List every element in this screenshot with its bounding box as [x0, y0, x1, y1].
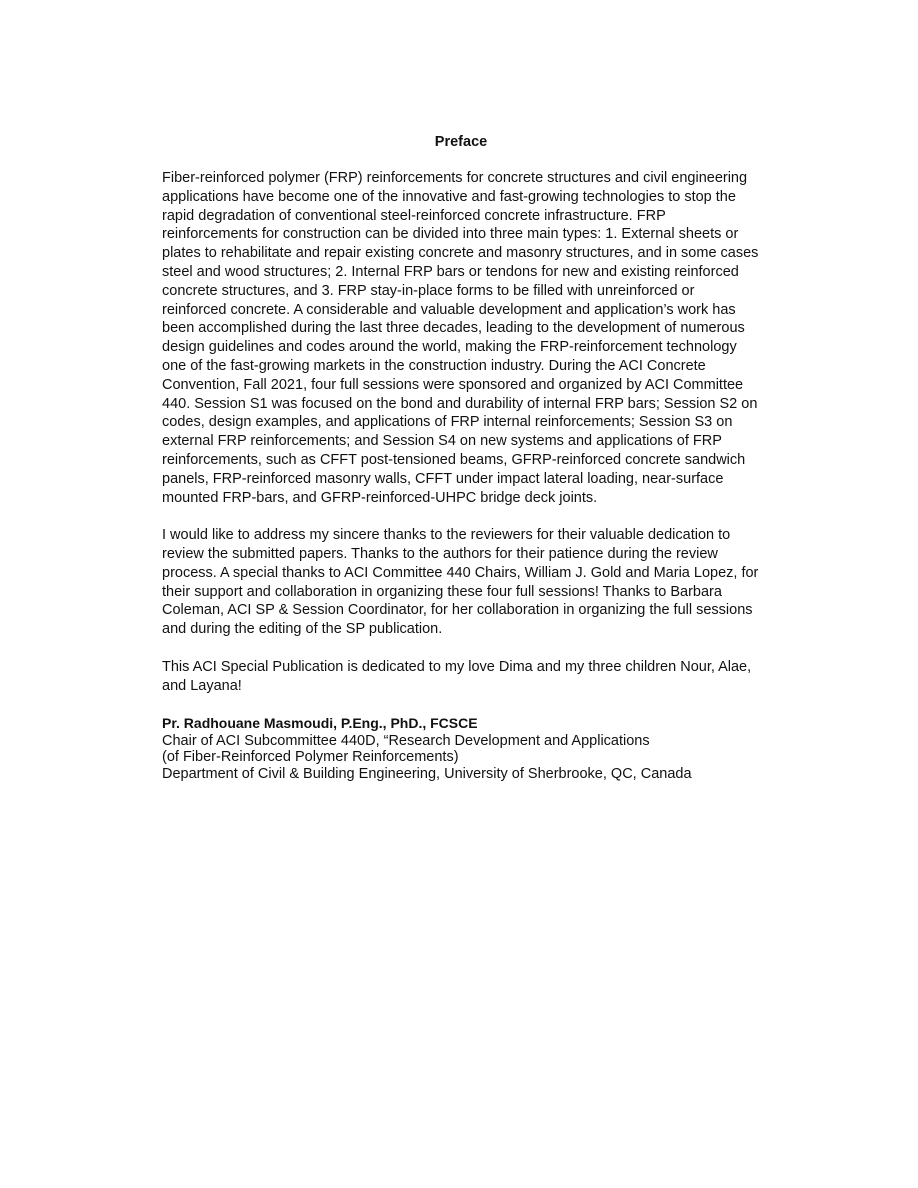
author-affiliation: Department of Civil & Building Engineering, University of Sherbrooke, QC, Canada	[162, 765, 692, 782]
author-name: Pr. Radhouane Masmoudi, P.Eng., PhD., FCSCE	[162, 715, 478, 732]
preface-paragraph-intro: Fiber-reinforced polymer (FRP) reinforcements for concrete structures and civil engineering applications have become one of the innovative and fast-growing technologies to stop the rapid degradation of conventional steel-reinforced concrete infrastructure. FRP reinforcements for construction can be divided into three main types: 1. External sheets or plates to rehabilitate and repair existing concrete and masonry structures, and in some cases steel and wood structures; 2. Internal FRP bars or tendons for new and existing reinforced concrete structures, and 3. FRP stay-in-place forms to be filled with unreinforced or reinforced concrete. A considerable and valuable development and application’s work has been accomplished during the last three decades, leading to the development of numerous design guidelines and codes around the world, making the FRP-reinforcement technology one of the fast-growing markets in the construction industry. During the ACI Concrete Convention, Fall 2021, four full sessions were sponsored and organized by ACI Committee 440. Session S1 was focused on the bond and durability of internal FRP bars; Session S2 on codes, design examples, and applications of FRP internal reinforcements; Session S3 on external FRP reinforcements; and Session S4 on new systems and applications of FRP reinforcements, such as CFFT post-tensioned beams, GFRP-reinforced concrete sandwich panels, FRP-reinforced masonry walls, CFFT under impact lateral loading, near-surface mounted FRP-bars, and GFRP-reinforced-UHPC bridge deck joints.	[162, 170, 759, 506]
preface-paragraph-dedication: This ACI Special Publication is dedicated to my love Dima and my three children Nour, Alae, and Layana!	[162, 658, 752, 694]
preface-section	[162, 132, 760, 783]
page-title: Preface	[434, 134, 488, 150]
author-role-line1: Chair of ACI Subcommittee 440D, “Research Development and Applications	[162, 732, 650, 749]
preface-paragraph-thanks: I would like to address my sincere thanks to the reviewers for their valuable dedication to review the submitted papers. Thanks to the authors for their patience during the review process. A special thanks to ACI Committee 440 Chairs, William J. Gold and Maria Lopez, for their support and collaboration in organizing these four full sessions! Thanks to Barbara Coleman, ACI SP & Session Coordinator, for her collaboration in organizing the full sessions and during the editing of the SP publication.	[162, 527, 759, 638]
author-role-line2: (of Fiber-Reinforced Polymer Reinforcements)	[162, 748, 459, 765]
signature-block	[162, 714, 760, 783]
